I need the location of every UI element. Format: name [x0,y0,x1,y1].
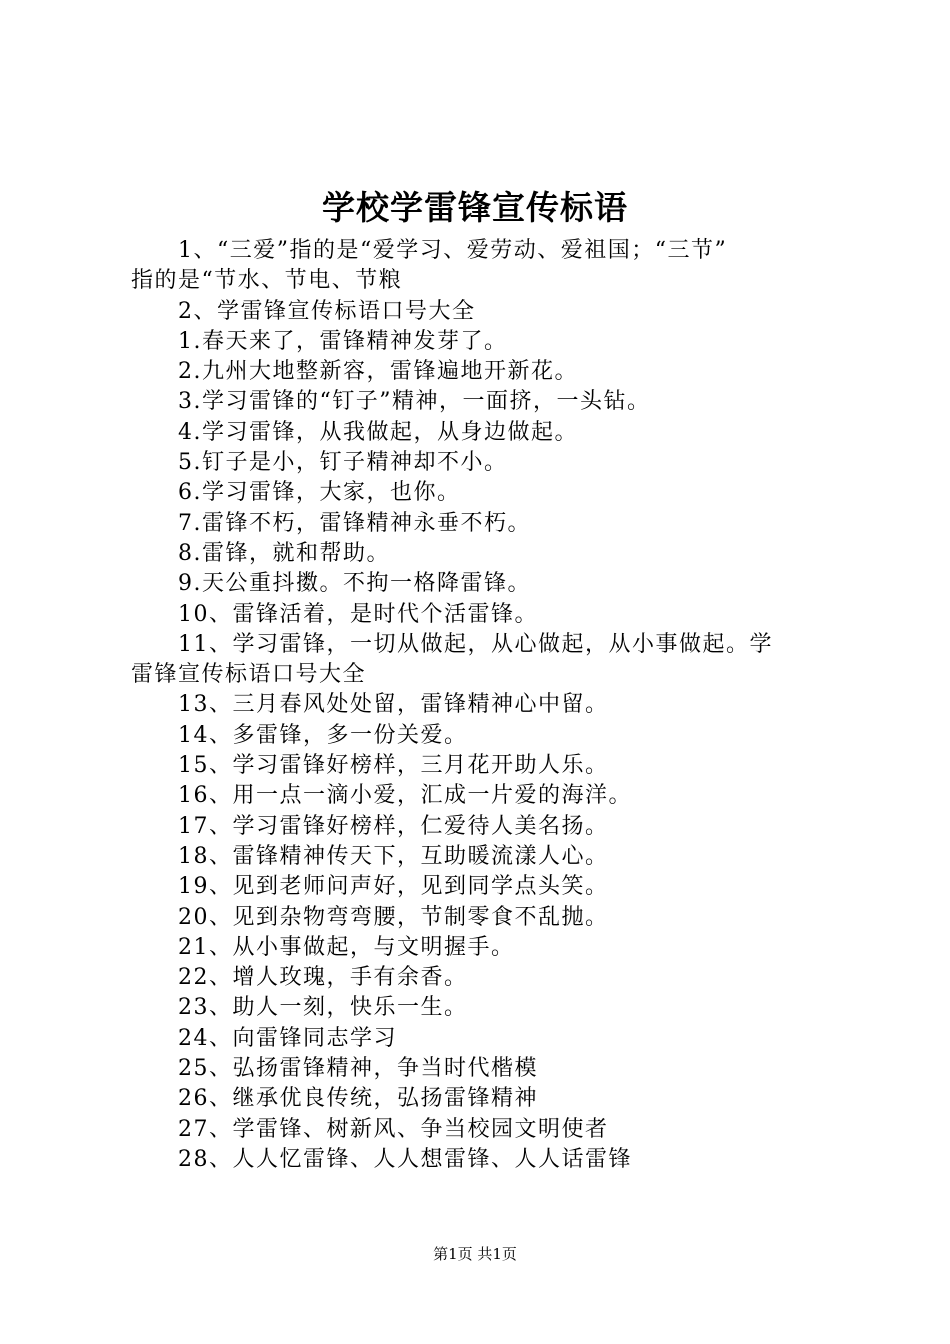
document-body [131,236,831,1175]
slogan-paragraph [131,236,831,297]
slogan-paragraph [131,539,831,569]
paragraph-text: 27、学雷锋、树新风、争当校园文明使者 [178,1116,609,1142]
slogan-paragraph [131,903,831,933]
paragraph-text: 15、学习雷锋好榜样，三月花开助人乐。 [178,753,609,779]
page-number-footer: 第1页 共1页 [433,1245,517,1263]
paragraph-text: 19、见到老师问声好，见到同学点头笑。 [178,874,609,900]
slogan-paragraph [131,448,831,478]
slogan-paragraph [131,1115,831,1145]
slogan-paragraph [131,1145,831,1175]
paragraph-continuation: 雷锋宣传标语口号大全 [131,662,367,688]
paragraph-text: 3.学习雷锋的“钉子”精神，一面挤，一头钻。 [178,389,651,415]
paragraph-text: 6.学习雷锋，大家，也你。 [178,480,461,506]
slogan-paragraph [131,569,831,599]
slogan-paragraph [131,478,831,508]
paragraph-text: 2.九州大地整新容，雷锋遍地开新花。 [178,359,578,385]
page-title: 学校学雷锋宣传标语 [322,188,628,227]
paragraph-text: 9.天公重抖擞。不拘一格降雷锋。 [178,571,531,597]
paragraph-text: 11、学习雷锋，一切从做起，从心做起，从小事做起。学 [178,631,773,657]
slogan-paragraph [131,418,831,448]
paragraph-text: 5.钉子是小，钉子精神却不小。 [178,450,508,476]
paragraph-text: 4.学习雷锋，从我做起，从身边做起。 [178,419,578,445]
paragraph-text: 1、“三爱”指的是“爱学习、爱劳动、爱祖国；“三节” [178,238,728,263]
slogan-paragraph [131,297,831,327]
slogan-paragraph [131,751,831,781]
paragraph-text: 18、雷锋精神传天下，互助暖流漾人心。 [178,843,609,869]
slogan-paragraph [131,509,831,539]
paragraph-text: 23、助人一刻，快乐一生。 [178,995,468,1021]
paragraph-text: 25、弘扬雷锋精神，争当时代楷模 [178,1056,538,1082]
paragraph-text: 16、用一点一滴小爱，汇成一片爱的海洋。 [178,783,632,809]
slogan-paragraph [131,812,831,842]
slogan-paragraph [131,842,831,872]
slogan-paragraph [131,690,831,720]
paragraph-text: 8.雷锋，就和帮助。 [178,540,390,566]
paragraph-text: 21、从小事做起，与文明握手。 [178,934,515,960]
slogan-paragraph [131,1054,831,1084]
paragraph-text: 14、多雷锋，多一份关爱。 [178,722,468,748]
slogan-paragraph [131,721,831,751]
slogan-paragraph [131,630,831,691]
paragraph-text: 13、三月春风处处留，雷锋精神心中留。 [178,692,609,718]
paragraph-text: 22、增人玫瑰，手有余香。 [178,965,468,991]
slogan-paragraph [131,993,831,1023]
paragraph-text: 24、向雷锋同志学习 [178,1025,397,1051]
paragraph-text: 1.春天来了，雷锋精神发芽了。 [178,328,508,354]
slogan-paragraph [131,781,831,811]
slogan-paragraph [131,327,831,357]
paragraph-continuation: 指的是“节水、节电、节粮 [131,268,403,294]
slogan-paragraph [131,1084,831,1114]
slogan-paragraph [131,872,831,902]
slogan-paragraph [131,600,831,630]
paragraph-text: 10、雷锋活着，是时代个活雷锋。 [178,601,538,627]
slogan-paragraph [131,963,831,993]
paragraph-text: 2、学雷锋宣传标语口号大全 [178,298,476,324]
slogan-paragraph [131,387,831,417]
paragraph-text: 20、见到杂物弯弯腰，节制零食不乱抛。 [178,904,609,930]
slogan-paragraph [131,1024,831,1054]
slogan-paragraph [131,933,831,963]
paragraph-text: 28、人人忆雷锋、人人想雷锋、人人话雷锋 [178,1146,632,1172]
paragraph-text: 26、继承优良传统，弘扬雷锋精神 [178,1086,538,1112]
slogan-paragraph [131,357,831,387]
paragraph-text: 7.雷锋不朽，雷锋精神永垂不朽。 [178,510,531,536]
paragraph-text: 17、学习雷锋好榜样，仁爱待人美名扬。 [178,813,609,839]
